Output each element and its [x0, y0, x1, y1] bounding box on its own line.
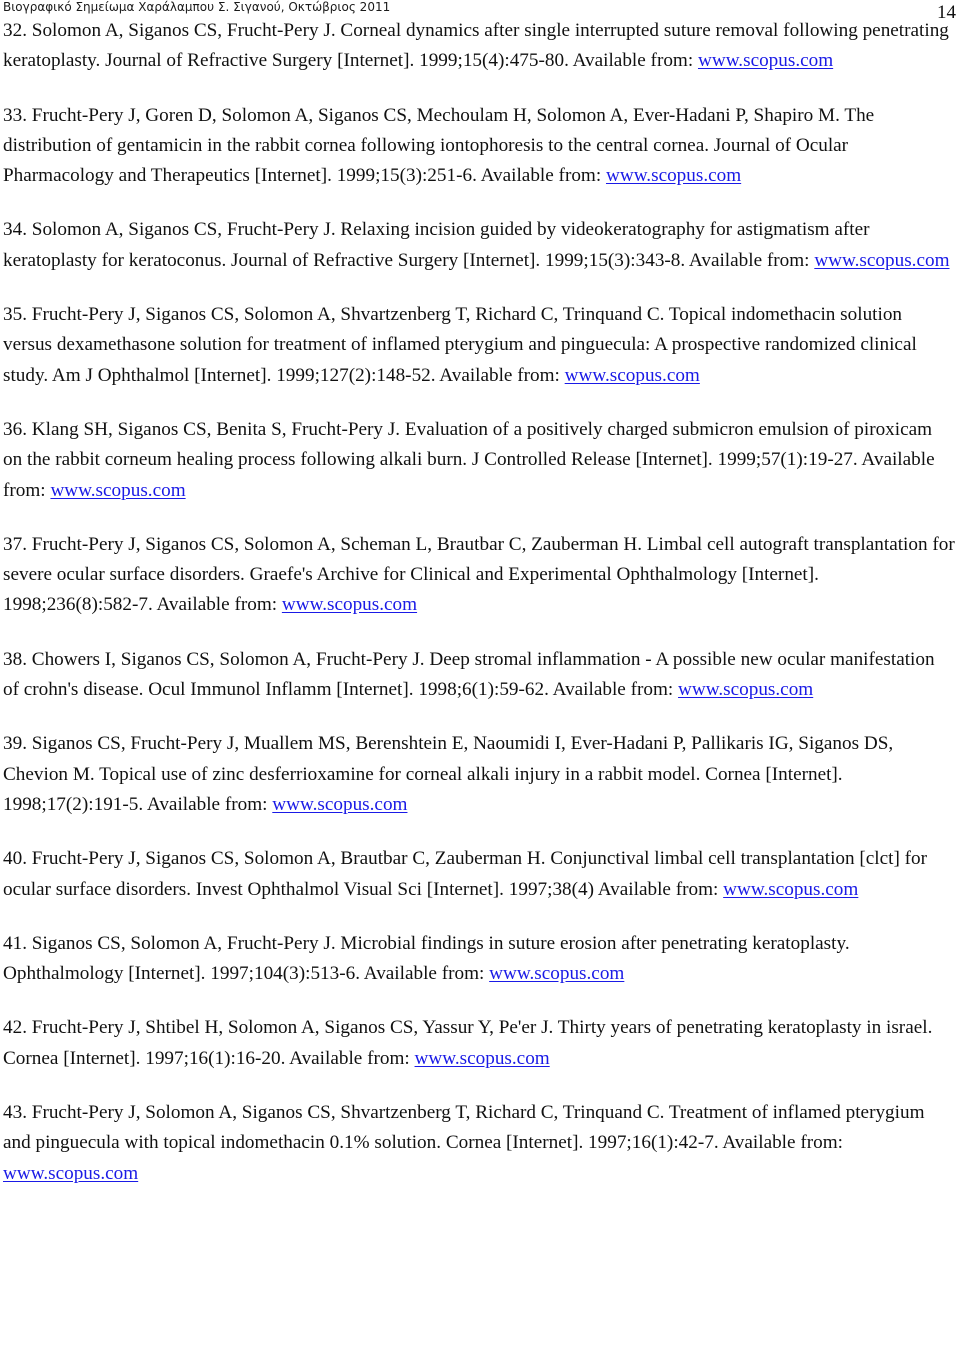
scopus-link[interactable]: www.scopus.com: [697, 50, 834, 72]
reference-text: 43. Frucht-Pery J, Solomon A, Siganos CS, Shvartzenberg T, Richard C, Trinquand C. Treatment of inflamed pterygium and pinguecula with topical indomethacin 0.1% solution. Cornea [Internet]. 1997;16(1):42-7. Available from:: [3, 1102, 925, 1154]
reference-item: [3, 929, 955, 990]
reference-item: [3, 101, 955, 192]
reference-text: 39. Siganos CS, Frucht-Pery J, Muallem MS, Berenshtein E, Naoumidi I, Ever-Hadani P, Pallikaris IG, Siganos DS, Chevion M. Topical use of zinc desferrioxamine for corneal alkali injury in a rabbit model. Cornea [Internet]. 1998;17(2):191-5. Available from:: [3, 733, 894, 815]
reference-text: 32. Solomon A, Siganos CS, Frucht-Pery J. Corneal dynamics after single interrupted suture removal following penetrating keratoplasty. Journal of Refractive Surgery [Internet]. 1999;15(4):475-80. Available from:: [3, 20, 949, 72]
reference-text: 34. Solomon A, Siganos CS, Frucht-Pery J. Relaxing incision guided by videokeratography for astigmatism after keratoplasty for keratoconus. Journal of Refractive Surgery [Internet]. 1999;15(3):343-8. Available from:: [3, 219, 870, 271]
reference-item: [3, 415, 955, 506]
reference-text: 36. Klang SH, Siganos CS, Benita S, Frucht-Pery J. Evaluation of a positively charged submicron emulsion of piroxicam on the rabbit corneum healing process following alkali burn. J Controlled Release [Internet]. 1999;57(1):19-27. Available from:: [3, 418, 935, 501]
scopus-link[interactable]: www.scopus.com: [3, 1162, 139, 1184]
reference-text: 33. Frucht-Pery J, Goren D, Solomon A, Siganos CS, Mechoulam H, Solomon A, Ever-Hadani P, Shapiro M. The distribution of gentamicin in the rabbit cornea following iontophoresis to the central cornea. Journal of Ocular Pharmacology and Therapeutics [Internet]. 1999;15(3):251-6. Available from:: [3, 104, 875, 187]
reference-item: [3, 215, 955, 276]
reference-text: 41. Siganos CS, Solomon A, Frucht-Pery J. Microbial findings in suture erosion after penetrating keratoplasty. Ophthalmology [Internet]. 1997;104(3):513-6. Available from:: [3, 932, 850, 985]
scopus-link[interactable]: www.scopus.com: [564, 364, 700, 386]
reference-list: [3, 16, 955, 1213]
reference-item: [3, 16, 955, 77]
page-number: 14: [937, 2, 956, 23]
reference-text: 35. Frucht-Pery J, Siganos CS, Solomon A, Shvartzenberg T, Richard C, Trinquand C. Topical indomethacin solution versus dexamethasone solution for treatment of inflamed pterygium and pinguecula: A prospective randomized clinical study. Am J Ophthalmol [Internet]. 1999;127(2):148-52. Available from:: [3, 304, 917, 386]
reference-item: [3, 844, 955, 905]
reference-text: 38. Chowers I, Siganos CS, Solomon A, Frucht-Pery J. Deep stromal inflammation - A possible new ocular manifestation of crohn's disease. Ocul Immunol Inflamm [Internet]. 1998;6(1):59-62. Available from:: [3, 648, 935, 701]
reference-item: [3, 1013, 955, 1074]
reference-text: 42. Frucht-Pery J, Shtibel H, Solomon A, Siganos CS, Yassur Y, Pe'er J. Thirty years of penetrating keratoplasty in israel. Cornea [Internet]. 1997;16(1):16-20. Available from:: [3, 1017, 933, 1069]
reference-item: [3, 300, 955, 391]
reference-item: [3, 1098, 955, 1189]
reference-item: [3, 729, 955, 820]
scopus-link[interactable]: www.scopus.com: [414, 1047, 550, 1069]
reference-item: [3, 530, 955, 621]
reference-text: 37. Frucht-Pery J, Siganos CS, Solomon A, Scheman L, Brautbar C, Zauberman H. Limbal cell autograft transplantation for severe ocular surface disorders. Graefe's Archive for Clinical and Experimental Ophthalmology [Internet]. 1998;236(8):582-7. Available from:: [3, 533, 955, 616]
scopus-link[interactable]: www.scopus.com: [678, 679, 814, 701]
scopus-link[interactable]: www.scopus.com: [50, 479, 186, 501]
scopus-link[interactable]: www.scopus.com: [489, 963, 625, 985]
reference-text: 40. Frucht-Pery J, Siganos CS, Solomon A, Brautbar C, Zauberman H. Conjunctival limbal cell transplantation [clct] for ocular surface disorders. Invest Ophthalmol Visual Sci [Internet]. 1997;38(4) Available from:: [3, 848, 928, 900]
scopus-link[interactable]: www.scopus.com: [281, 594, 418, 616]
reference-item: [3, 645, 955, 706]
scopus-link[interactable]: www.scopus.com: [723, 878, 859, 900]
scopus-link[interactable]: www.scopus.com: [814, 249, 950, 271]
scopus-link[interactable]: www.scopus.com: [605, 165, 742, 187]
scopus-link[interactable]: www.scopus.com: [272, 793, 408, 815]
running-header: Βιογραφικό Σημείωμα Χαράλαμπου Σ. Σιγανού, Οκτώβριος 2011: [3, 0, 391, 14]
